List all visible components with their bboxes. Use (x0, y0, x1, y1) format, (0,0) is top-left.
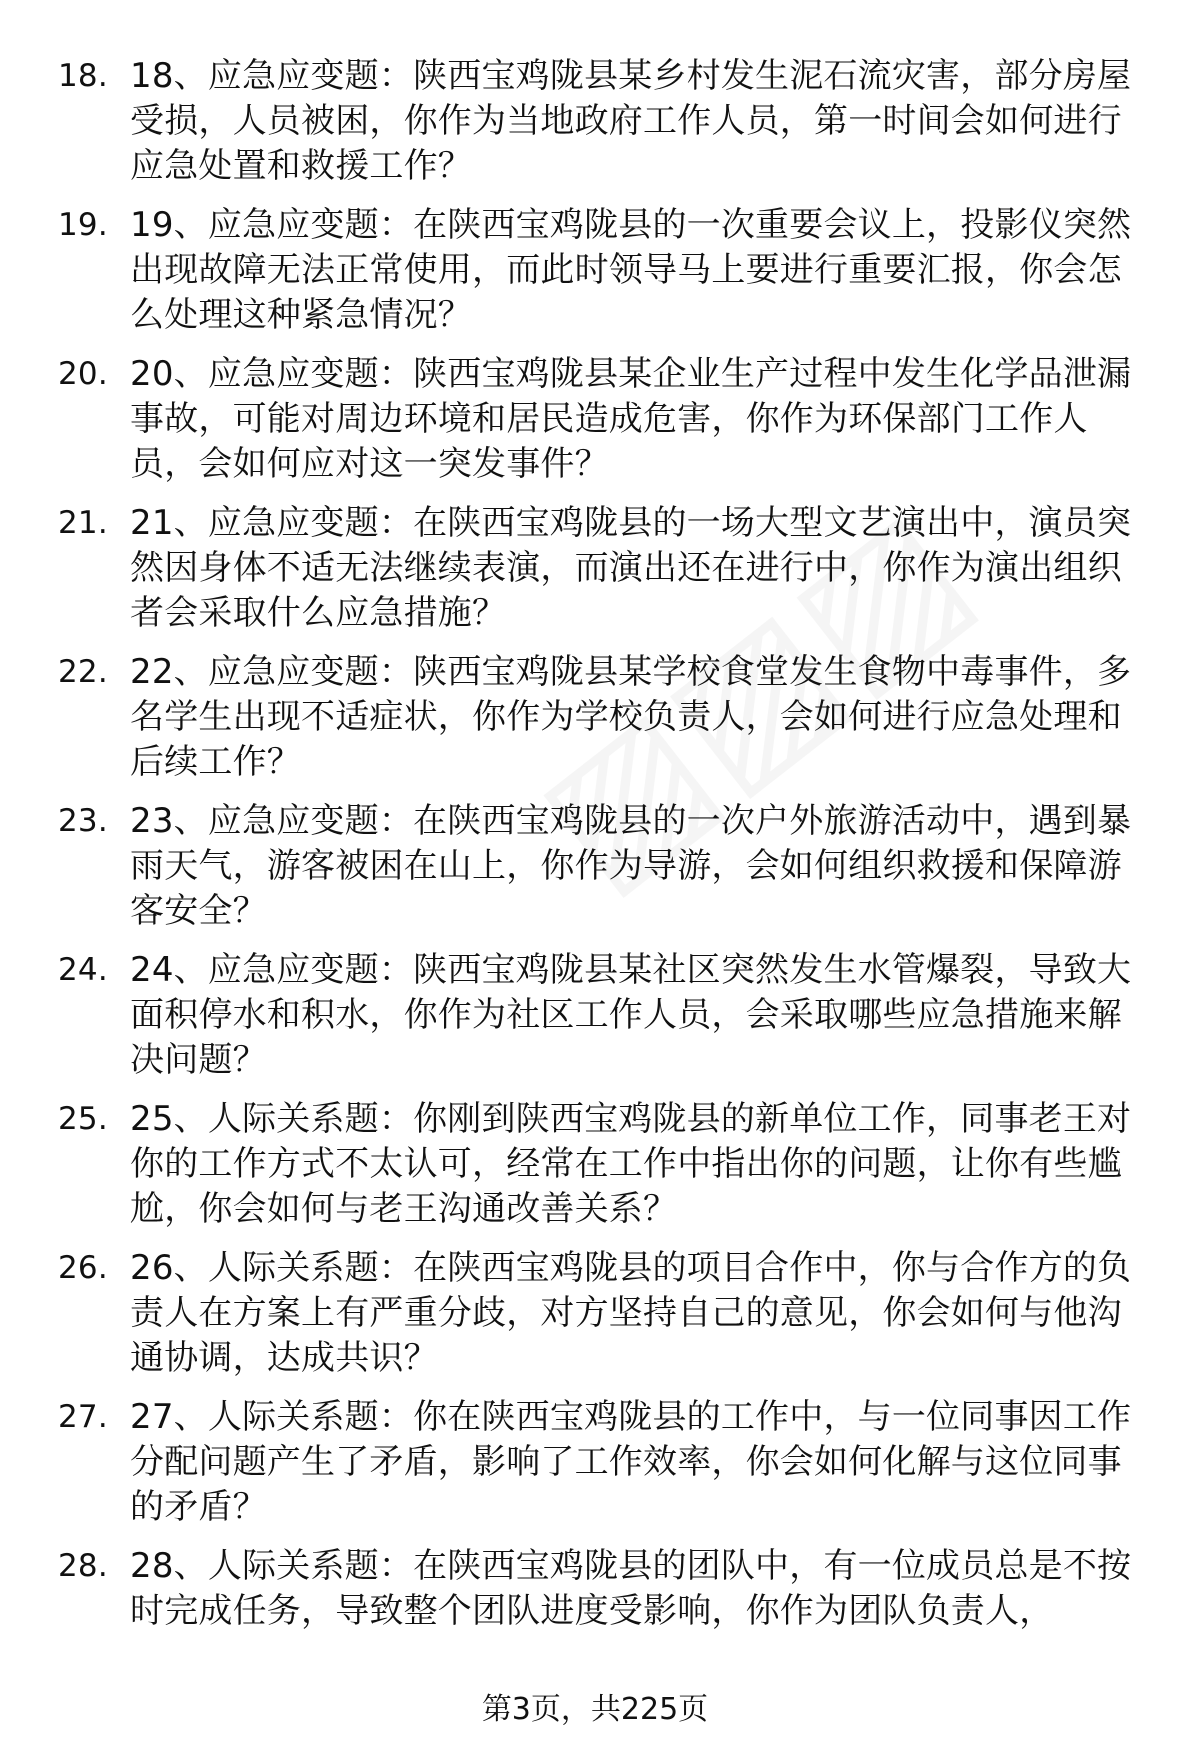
question-text: 20、应急应变题：陕西宝鸡陇县某企业生产过程中发生化学品泄漏事故，可能对周边环境和居民造成危害，你作为环保部门工作人员，会如何应对这一突发事件？ (130, 354, 1132, 484)
question-text: 18、应急应变题：陕西宝鸡陇县某乡村发生泥石流灾害，部分房屋受损，人员被困，你作为当地政府工作人员，第一时间会如何进行应急处置和救援工作？ (130, 56, 1132, 186)
list-item (58, 1246, 1148, 1381)
question-text: 28、人际关系题：在陕西宝鸡陇县的团队中，有一位成员总是不按时完成任务，导致整个团队进度受影响，你作为团队负责人， (130, 1546, 1132, 1631)
question-list (58, 54, 1148, 1648)
question-text: 21、应急应变题：在陕西宝鸡陇县的一场大型文艺演出中，演员突然因身体不适无法继续表演，而演出还在进行中，你作为演出组织者会采取什么应急措施？ (130, 503, 1132, 633)
question-text: 24、应急应变题：陕西宝鸡陇县某社区突然发生水管爆裂，导致大面积停水和积水，你作为社区工作人员，会采取哪些应急措施来解决问题？ (130, 950, 1132, 1080)
question-number: 26. (58, 1250, 108, 1286)
list-item (58, 1544, 1148, 1634)
question-text: 22、应急应变题：陕西宝鸡陇县某学校食堂发生食物中毒事件，多名学生出现不适症状，你作为学校负责人，会如何进行应急处理和后续工作？ (130, 652, 1132, 782)
question-number: 21. (58, 505, 108, 541)
list-item (58, 1097, 1148, 1232)
question-text: 26、人际关系题：在陕西宝鸡陇县的项目合作中，你与合作方的负责人在方案上有严重分歧，对方坚持自己的意见，你会如何与他沟通协调，达成共识？ (130, 1248, 1132, 1378)
list-item (58, 203, 1148, 338)
list-item (58, 352, 1148, 487)
question-number: 27. (58, 1399, 108, 1435)
question-number: 28. (58, 1548, 108, 1584)
question-number: 18. (58, 58, 108, 94)
question-number: 23. (58, 803, 108, 839)
question-number: 24. (58, 952, 108, 988)
question-text: 19、应急应变题：在陕西宝鸡陇县的一次重要会议上，投影仪突然出现故障无法正常使用，而此时领导马上要进行重要汇报，你会怎么处理这种紧急情况？ (130, 205, 1132, 335)
list-item (58, 948, 1148, 1083)
list-item (58, 799, 1148, 934)
question-text: 27、人际关系题：你在陕西宝鸡陇县的工作中，与一位同事因工作分配问题产生了矛盾，影响了工作效率，你会如何化解与这位同事的矛盾？ (130, 1397, 1132, 1527)
question-text: 23、应急应变题：在陕西宝鸡陇县的一次户外旅游活动中，遇到暴雨天气，游客被困在山上，你作为导游，会如何组织救援和保障游客安全？ (130, 801, 1132, 931)
question-number: 25. (58, 1101, 108, 1137)
list-item (58, 1395, 1148, 1530)
question-number: 19. (58, 207, 108, 243)
question-number: 22. (58, 654, 108, 690)
list-item (58, 650, 1148, 785)
list-item (58, 501, 1148, 636)
page-footer: 第3页，共225页 (481, 1692, 709, 1727)
question-number: 20. (58, 356, 108, 392)
question-text: 25、人际关系题：你刚到陕西宝鸡陇县的新单位工作，同事老王对你的工作方式不太认可，经常在工作中指出你的问题，让你有些尴尬，你会如何与老王沟通改善关系？ (130, 1099, 1132, 1229)
list-item (58, 54, 1148, 189)
